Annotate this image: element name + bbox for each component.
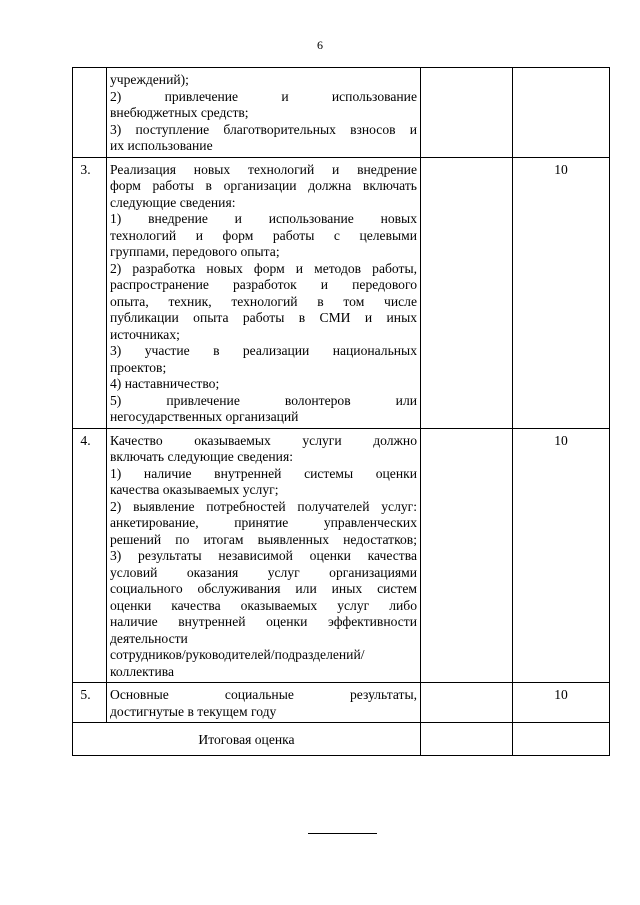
- criterion-line: 5) привлечение волонтеров или: [110, 392, 417, 408]
- criterion-line: качества оказываемых услуг;: [110, 482, 279, 497]
- criterion-text: [107, 683, 421, 723]
- empty-cell: [421, 683, 513, 723]
- criterion-line: источниках;: [110, 326, 180, 342]
- row-number: 5.: [73, 683, 107, 723]
- criterion-line: технологий и форм работы с целевыми: [110, 227, 417, 243]
- criterion-line: форм работы в организации должна включать: [110, 178, 417, 193]
- criterion-line: их использование: [110, 138, 213, 153]
- table-row: [73, 683, 610, 723]
- criteria-table: [72, 67, 610, 756]
- criterion-line: следующие сведения:: [110, 194, 236, 210]
- criterion-line: 2) привлечение и использование: [110, 88, 417, 104]
- empty-cell: [421, 68, 513, 158]
- row-number: 4.: [73, 428, 107, 683]
- page-number: 6: [317, 38, 323, 52]
- empty-cell: [421, 428, 513, 683]
- total-cell-empty: [421, 723, 513, 756]
- table-row: [73, 428, 610, 683]
- criterion-line: внебюджетных средств;: [110, 105, 249, 120]
- total-label: Итоговая оценка: [73, 723, 421, 756]
- criterion-line: проектов;: [110, 359, 167, 375]
- row-number: [73, 68, 107, 158]
- max-score: 10: [513, 683, 610, 723]
- criterion-line: распространение разработок и передового: [110, 277, 417, 292]
- criterion-line: 2) разработка новых форм и методов работы,: [110, 260, 417, 276]
- criterion-line: сотрудников/руководителей/подразделений/: [110, 647, 365, 662]
- criterion-line: коллектива: [110, 663, 175, 679]
- criterion-line: 1) внедрение и использование новых: [110, 211, 417, 226]
- criterion-line: Реализация новых технологий и внедрение: [110, 161, 417, 177]
- criterion-line: социального обслуживания или иных систем: [110, 581, 417, 596]
- criterion-line: 3) поступление благотворительных взносов и: [110, 121, 417, 137]
- criterion-line: наличие внутренней оценки эффективности: [110, 614, 417, 629]
- criterion-line: включать следующие сведения:: [110, 449, 293, 464]
- criterion-line: 3) результаты независимой оценки качества: [110, 548, 417, 563]
- criterion-line: группами, передового опыта;: [110, 244, 280, 259]
- max-score: [513, 68, 610, 158]
- total-score-cell: [513, 723, 610, 756]
- table-body: [73, 68, 610, 723]
- table-row: [73, 157, 610, 428]
- table-row: [73, 68, 610, 158]
- max-score: 10: [513, 157, 610, 428]
- criterion-line: опыта, техник, технологий в том числе: [110, 293, 417, 309]
- end-of-document-rule: [308, 833, 377, 834]
- row-number: 3.: [73, 157, 107, 428]
- criterion-line: 1) наличие внутренней системы оценки: [110, 465, 417, 481]
- criterion-line: Качество оказываемых услуги должно: [110, 432, 417, 448]
- criterion-line: публикации опыта работы в СМИ и иных: [110, 310, 417, 325]
- criterion-text: [107, 157, 421, 428]
- criterion-line: оценки качества оказываемых услуг либо: [110, 597, 417, 613]
- table-footer: [73, 723, 610, 756]
- criterion-line: деятельности: [110, 630, 188, 646]
- criterion-text: [107, 68, 421, 158]
- total-row: [73, 723, 610, 756]
- empty-cell: [421, 157, 513, 428]
- criterion-line: анкетирование, принятие управленческих: [110, 515, 417, 530]
- criterion-line: 3) участие в реализации национальных: [110, 343, 417, 358]
- criterion-text: [107, 428, 421, 683]
- criterion-line: Основные социальные результаты,: [110, 687, 417, 702]
- max-score: 10: [513, 428, 610, 683]
- criterion-line: 2) выявление потребностей получателей услуг:: [110, 498, 417, 514]
- criterion-line: 4) наставничество;: [110, 376, 220, 391]
- criterion-line: условий оказания услуг организациями: [110, 564, 417, 580]
- criterion-line: негосударственных организаций: [110, 409, 299, 424]
- criterion-line: достигнутые в текущем году: [110, 703, 277, 719]
- criterion-line: учреждений);: [110, 72, 189, 87]
- criterion-line: решений по итогам выявленных недостатков;: [110, 531, 417, 547]
